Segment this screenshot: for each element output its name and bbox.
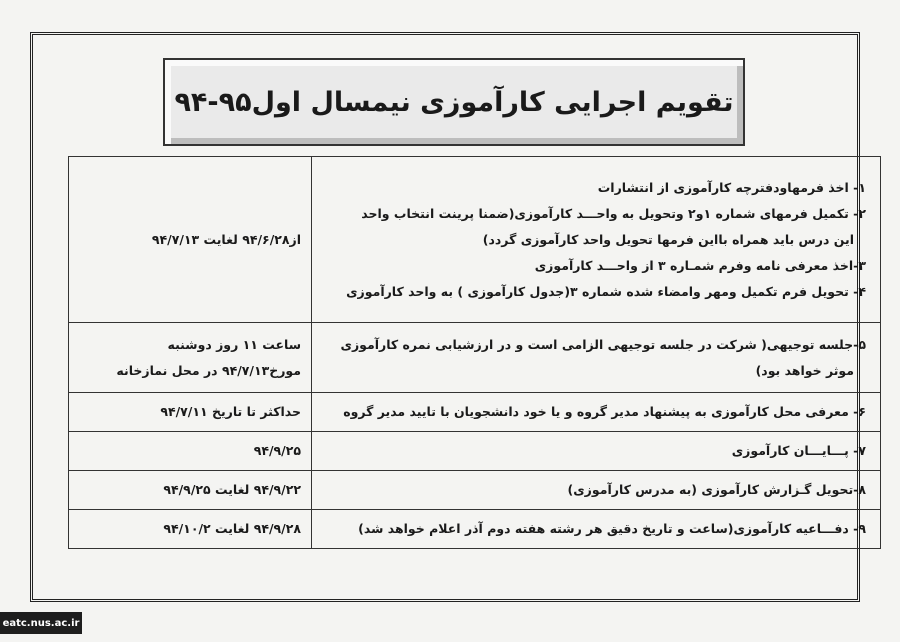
date-cell: [69, 510, 312, 549]
task-line: ۴- تحویل فرم تکمیل ومهر وامضاء شده شماره ۳(جدول کارآموزی ) به واحد کارآموزی: [346, 283, 866, 299]
task-cell: [312, 471, 881, 510]
date-line: ۹۴/۹/۲۲ لغایت ۹۴/۹/۲۵: [163, 482, 301, 497]
schedule-table: [68, 156, 881, 549]
date-cell: [69, 157, 312, 323]
date-cell: [69, 323, 312, 393]
task-cell: [312, 157, 881, 323]
task-line: ۹- دفـــاعیه کارآموزی(ساعت و تاریخ دقیق هر رشته هفته دوم آذر اعلام خواهد شد): [358, 521, 866, 536]
site-watermark: eatc.nus.ac.ir: [0, 612, 82, 634]
document-title: تقویم اجرایی کارآموزی نیمسال اول۹۵-۹۴: [174, 86, 734, 118]
date-line: ساعت ۱۱ روز دوشنبه: [167, 336, 301, 352]
task-line: ۲- تکمیل فرمهای شماره ۱و۲ وتحویل به واحـــد کارآموزی(ضمنا پرینت انتخاب واحد: [361, 205, 866, 221]
task-line: موثر خواهد بود): [755, 362, 854, 378]
title-banner: [163, 58, 745, 146]
date-line: مورخ۹۴/۷/۱۳ در محل نمازخانه: [116, 362, 301, 378]
task-cell: [312, 432, 881, 471]
task-cell: [312, 393, 881, 432]
task-line: ۳-اخذ معرفی نامه وفرم شمـاره ۳ از واحـــد کارآموزی: [534, 257, 866, 273]
task-line: ۷- پـــایـــان کارآموزی: [731, 443, 866, 458]
table-row: [69, 471, 881, 510]
date-cell: [69, 393, 312, 432]
table-row: [69, 432, 881, 471]
task-line: ۸-تحویل گـزارش کارآموزی (به مدرس کارآموزی): [567, 482, 866, 497]
task-cell: [312, 323, 881, 393]
date-cell: [69, 471, 312, 510]
date-line: از۹۴/۶/۲۸ لغایت ۹۴/۷/۱۳: [151, 231, 301, 247]
date-cell: [69, 432, 312, 471]
task-line: ۱- اخذ فرمهاودفترچه کارآموزی از انتشارات: [597, 179, 866, 195]
table-row: [69, 393, 881, 432]
date-line: حداکثر تا تاریخ ۹۴/۷/۱۱: [160, 404, 301, 419]
date-line: ۹۴/۹/۲۸ لغایت ۹۴/۱۰/۲: [163, 521, 301, 536]
task-line: ۵-جلسه توجیهی( شرکت در جلسه توجیهی الزامی است و در ارزشیابی نمره کارآموزی: [340, 336, 866, 352]
task-line: این درس باید همراه بااین فرمها تحویل واحد کارآموزی گردد): [482, 231, 854, 247]
date-line: ۹۴/۹/۲۵: [253, 443, 301, 458]
table-row: [69, 323, 881, 393]
task-cell: [312, 510, 881, 549]
table-row: [69, 510, 881, 549]
task-line: ۶- معرفی محل کارآموزی به پیشنهاد مدیر گروه و یا خود دانشجویان با تایید مدیر گروه: [343, 404, 866, 419]
table-row: [69, 157, 881, 323]
